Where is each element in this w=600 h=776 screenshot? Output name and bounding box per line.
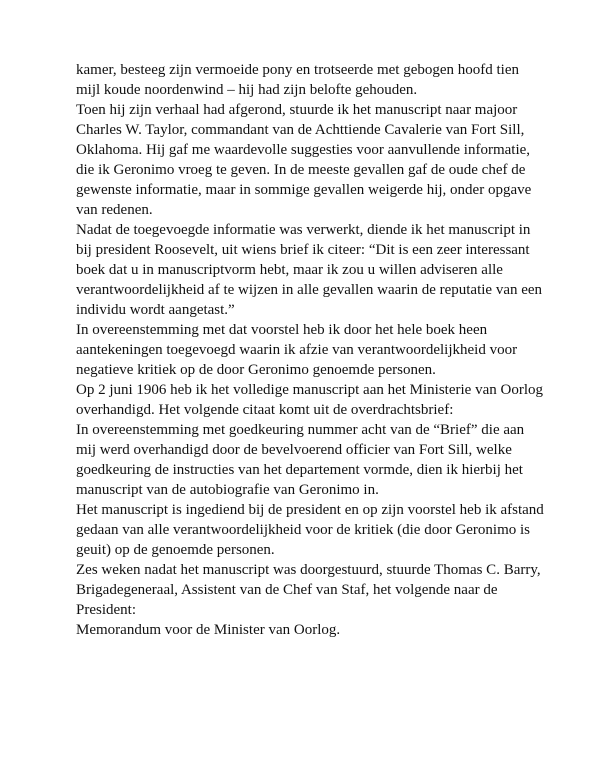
paragraph-3: Nadat de toegevoegde informatie was verwerkt, diende ik het manuscript in bij president Roosevelt, uit wiens brief ik citeer: “Dit is een zeer interessant boek dat u in manuscriptvorm hebt, maar ik zou u willen adviseren alle verantwoordelijkheid af te wijzen in alle gevallen waarin de reputatie van een individu wordt aangetast.”: [76, 222, 543, 318]
block-quote-1: In overeenstemming met goedkeuring nummer acht van de “Brief” die aan mij werd overhandigd door de bevelvoerend officier van Fort Sill, welke goedkeuring de instructies van het departement vormde, dien ik hierbij het manuscript van de autobiografie van Geronimo in.: [76, 422, 525, 498]
paragraph-4: In overeenstemming met dat voorstel heb ik door het hele boek heen aantekeningen toegevoegd waarin ik afzie van verantwoordelijkheid voor negatieve kritiek op de door Geronimo genoemde personen.: [76, 322, 518, 378]
block-quote-2: Het manuscript is ingediend bij de president en op zijn voorstel heb ik afstand gedaan van alle verantwoordelijkheid voor de kritiek (die door Geronimo is geuit) op de genoemde personen.: [76, 502, 544, 558]
paragraph-5: Op 2 juni 1906 heb ik het volledige manuscript aan het Ministerie van Oorlog overhandigd. Het volgende citaat komt uit de overdrachtsbrief:: [76, 382, 543, 418]
paragraph-6: Zes weken nadat het manuscript was doorgestuurd, stuurde Thomas C. Barry, Brigadegeneraal, Assistent van de Chef van Staf, het volgende naar de President:: [76, 562, 541, 618]
paragraph-2: Toen hij zijn verhaal had afgerond, stuurde ik het manuscript naar majoor Charles W. Taylor, commandant van de Achttiende Cavalerie van Fort Sill, Oklahoma. Hij gaf me waardevolle suggesties voor aanvullende informatie, die ik Geronimo vroeg te geven. In de meeste gevallen gaf de oude chef de gewenste informatie, maar in sommige gevallen weigerde hij, onder opgave van redenen.: [76, 102, 532, 218]
document-page: [76, 60, 546, 640]
paragraph-1: kamer, besteeg zijn vermoeide pony en trotseerde met gebogen hoofd tien mijl koude noordenwind – hij had zijn belofte gehouden.: [76, 62, 519, 98]
memorandum-heading: Memorandum voor de Minister van Oorlog.: [76, 622, 341, 638]
